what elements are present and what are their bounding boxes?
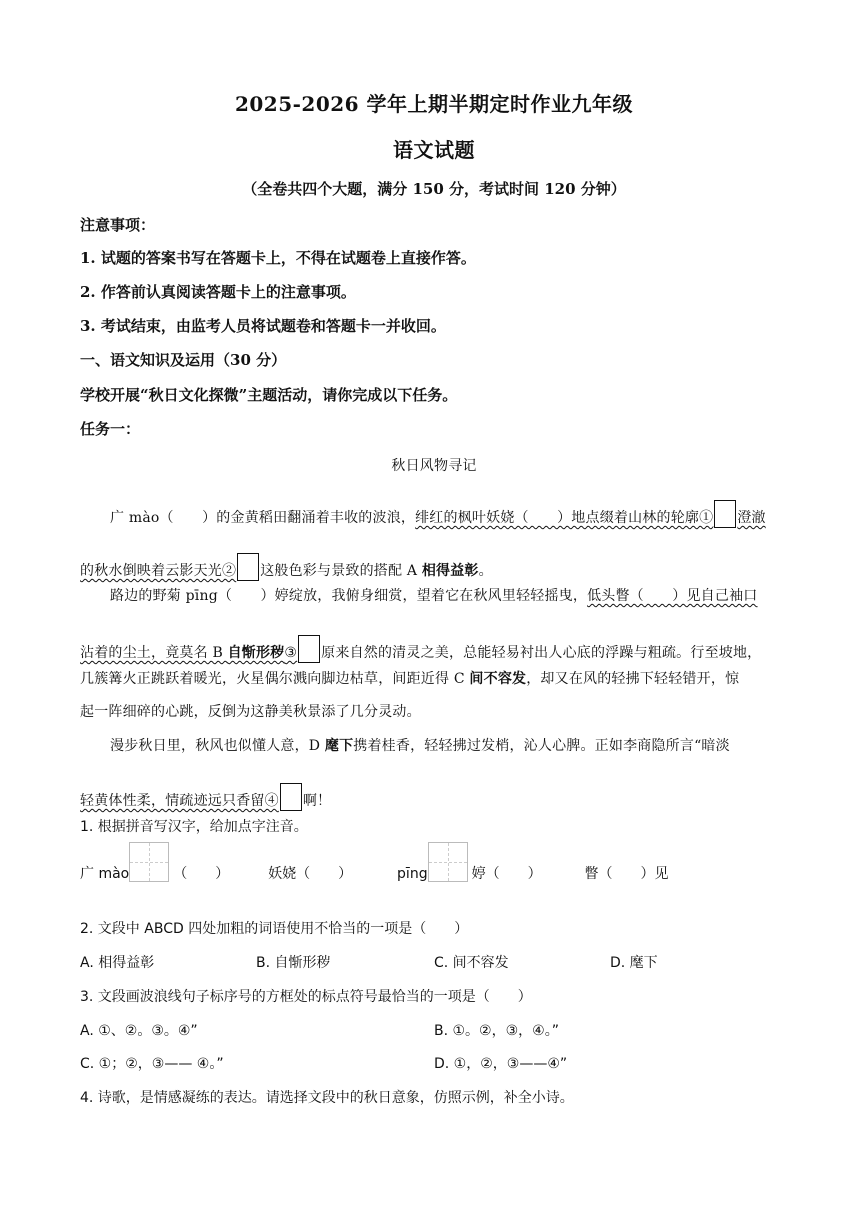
- pinyin-text: pīng: [397, 866, 428, 882]
- wavy-sentence: 澄澈: [737, 510, 766, 526]
- passage-line: [110, 500, 766, 528]
- passage-line: [80, 701, 421, 721]
- char-grid-2[interactable]: [428, 842, 468, 882]
- q2-option-c[interactable]: C. 间不容发: [434, 955, 509, 971]
- notes-heading: 注意事项：: [80, 216, 156, 234]
- question-2-stem: 2. 文段中 ABCD 四处加粗的词语使用不恰当的一项是（ ）: [80, 921, 469, 937]
- question-1-items: [80, 842, 669, 883]
- note-item-1: 1. 试题的答案书写在答题卡上，不得在试题卷上直接作答。: [80, 249, 476, 267]
- answer-blank[interactable]: （ ）: [173, 866, 230, 882]
- pinyin-text: 广 mào: [80, 866, 130, 882]
- q2-option-b[interactable]: B. 自惭形秽: [256, 955, 331, 971]
- passage-text: 广 mào（ ）的金黄稻田翻涌着丰收的波浪，: [110, 510, 416, 526]
- exam-info: （全卷共四个大题，满分 150 分，考试时间 120 分钟）: [242, 180, 626, 198]
- question-4-stem: 4. 诗歌，是情感凝练的表达。请选择文段中的秋日意象，仿照示例，补全小诗。: [80, 1090, 574, 1106]
- wavy-sentence: 的秋水倒映着云影天光②: [80, 563, 237, 579]
- passage-line: [110, 735, 730, 755]
- passage-line: [80, 553, 493, 581]
- passage-text: 漫步秋日里，秋风也似懂人意，D: [110, 738, 325, 754]
- bold-term-a: 相得益彰: [421, 563, 479, 579]
- passage-text: 路边的野菊 pīng（ ）婷绽放，我俯身细赏，望着它在秋风里轻轻摇曳，: [110, 588, 588, 604]
- punctuation-box-2[interactable]: [237, 553, 259, 581]
- wavy-sentence: 绯红的枫叶妖娆（ ）地点缀着山林的轮廓①: [415, 510, 714, 526]
- wavy-sentence: ③: [284, 645, 298, 661]
- q2-option-d[interactable]: D. 麾下: [610, 955, 658, 971]
- passage-line: [80, 635, 761, 663]
- punctuation-box-4[interactable]: [280, 783, 302, 811]
- exam-title: 2025-2026 学年上期半期定时作业九年级: [234, 92, 634, 116]
- passage-line: [80, 668, 739, 688]
- passage-text: 原来自然的清灵之美，总能轻易衬出人心底的浮躁与粗疏。行至坡地，: [321, 645, 762, 661]
- q3-option-b[interactable]: B. ①。②，③，④。”: [434, 1023, 559, 1039]
- punctuation-box-1[interactable]: [714, 500, 736, 528]
- q3-option-a[interactable]: A. ①、②。③。④”: [80, 1023, 198, 1039]
- punctuation-box-3[interactable]: [298, 635, 320, 663]
- question-3-stem: 3. 文段画波浪线句子标序号的方框处的标点符号最恰当的一项是（ ）: [80, 989, 532, 1005]
- pinyin-item[interactable]: 婷（ ）: [471, 866, 542, 882]
- bold-term-c: 间不容发: [469, 671, 527, 687]
- passage-text: 几簇篝火正跳跃着暖光，火星偶尔溅向脚边枯草，间距近得 C: [80, 671, 470, 687]
- q3-option-c[interactable]: C. ①；②，③—— ④。”: [80, 1056, 224, 1072]
- passage-line: [110, 585, 757, 605]
- passage-text: ，却又在风的轻拂下轻轻错开，惊: [526, 671, 740, 687]
- passage-text: 这般色彩与景致的搭配 A: [260, 563, 422, 579]
- passage-text: 。: [478, 563, 493, 579]
- q3-option-d[interactable]: D. ①，②，③——④”: [434, 1056, 568, 1072]
- wavy-sentence: 沾着的尘土，竟莫名 B: [80, 645, 228, 661]
- section-heading: 一、语文知识及运用（30 分）: [80, 351, 287, 369]
- passage-text: 起一阵细碎的心跳，反倒为这静美秋景添了几分灵动。: [80, 704, 421, 720]
- wavy-sentence: 低头瞥（ ）见自己袖口: [587, 588, 758, 604]
- task-label: 任务一：: [80, 420, 141, 438]
- exam-subject: 语文试题: [393, 138, 475, 162]
- bold-term-d: 麾下: [324, 738, 354, 754]
- question-1-stem: 1. 根据拼音写汉字，给加点字注音。: [80, 819, 308, 835]
- passage-line: [80, 783, 331, 811]
- passage-text: 携着桂香，轻轻拂过发梢，沁人心脾。正如李商隐所言“暗淡: [353, 738, 730, 754]
- q2-option-a[interactable]: A. 相得益彰: [80, 955, 155, 971]
- note-item-3: 3. 考试结束，由监考人员将试题卷和答题卡一并收回。: [80, 317, 446, 335]
- note-item-2: 2. 作答前认真阅读答题卡上的注意事项。: [80, 283, 356, 301]
- passage-title: 秋日风物寻记: [391, 458, 477, 474]
- section-intro: 学校开展“秋日文化探微”主题活动，请你完成以下任务。: [80, 386, 458, 404]
- passage-text: 啊！: [302, 793, 332, 809]
- bold-term-b: 自惭形秽: [227, 645, 285, 661]
- pinyin-item[interactable]: 瞥（ ）见: [584, 866, 669, 882]
- wavy-sentence: 轻黄体性柔，情疏迹远只香留④: [80, 793, 279, 809]
- char-grid-1[interactable]: [129, 842, 169, 882]
- pinyin-item[interactable]: 妖娆（ ）: [268, 866, 353, 882]
